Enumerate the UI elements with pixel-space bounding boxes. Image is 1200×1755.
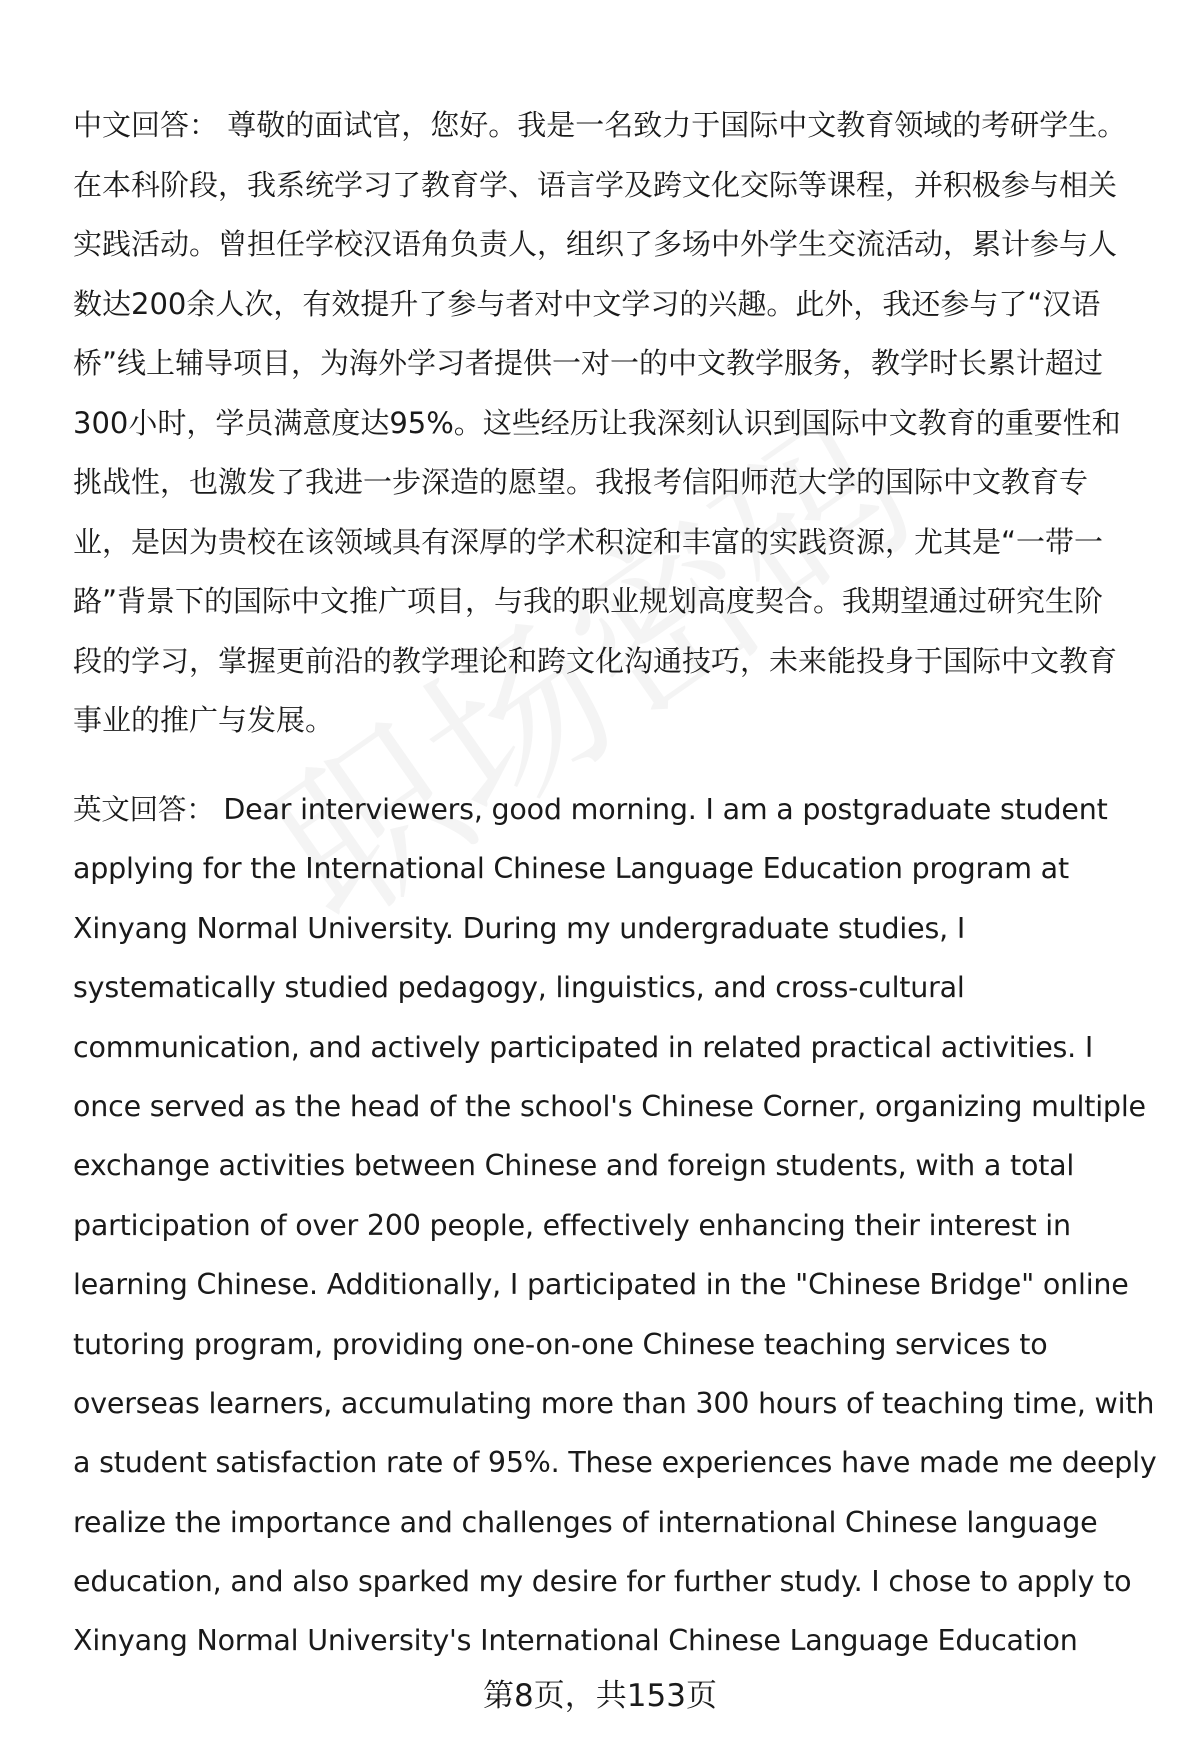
english-answer-line: 英文回答： Dear interviewers, good morning. I am a postgraduate student [73, 793, 1108, 826]
english-answer-line: systematically studied pedagogy, linguistics, and cross-cultural [73, 971, 965, 1005]
chinese-answer-line: 中文回答： 尊敬的面试官，您好。我是一名致力于国际中文教育领域的考研学生。 [73, 108, 1127, 142]
english-answer-line: Xinyang Normal University. During my undergraduate studies, I [73, 911, 966, 945]
english-answer-line: education, and also sparked my desire for further study. I chose to apply to [73, 1565, 1132, 1599]
english-answer-line: realize the importance and challenges of international Chinese language [73, 1505, 1098, 1539]
english-answer-line: learning Chinese. Additionally, I participated in the "Chinese Bridge" online [73, 1268, 1129, 1302]
chinese-answer-line: 段的学习，掌握更前沿的教学理论和跨文化沟通技巧，未来能投身于国际中文教育 [73, 643, 1118, 678]
chinese-answer-line: 在本科阶段，我系统学习了教育学、语言学及跨文化交际等课程，并积极参与相关 [73, 167, 1118, 202]
chinese-answer-line: 业，是因为贵校在该领域具有深厚的学术积淀和丰富的实践资源，尤其是“一带一 [73, 524, 1104, 559]
english-answer-line: overseas learners, accumulating more than 300 hours of teaching time, with [73, 1386, 1155, 1420]
english-answer-line: a student satisfaction rate of 95%. These experiences have made me deeply [73, 1446, 1157, 1480]
page-number-footer: 第8页，共153页 [483, 1678, 717, 1714]
chinese-answer-line: 实践活动。曾担任学校汉语角负责人，组织了多场中外学生交流活动，累计参与人 [73, 227, 1118, 261]
english-answer-line: participation of over 200 people, effectively enhancing their interest in [73, 1208, 1071, 1242]
english-answer-line: exchange activities between Chinese and foreign students, with a total [73, 1149, 1075, 1183]
english-answer-line: Xinyang Normal University's International Chinese Language Education [73, 1624, 1078, 1658]
english-answer-line: communication, and actively participated in related practical activities. I [73, 1030, 1094, 1064]
chinese-answer-line: 事业的推广与发展。 [73, 703, 335, 737]
english-answer-line: applying for the International Chinese Language Education program at [73, 852, 1069, 886]
chinese-answer-line: 数达200余人次，有效提升了参与者对中文学习的兴趣。此外，我还参与了“汉语 [73, 286, 1101, 321]
english-answer-line: once served as the head of the school's Chinese Corner, organizing multiple [73, 1089, 1146, 1123]
chinese-answer-line: 挑战性，也激发了我进一步深造的愿望。我报考信阳师范大学的国际中文教育专 [73, 465, 1089, 499]
chinese-answer-line: 300小时，学员满意度达95%。这些经历让我深刻认识到国际中文教育的重要性和 [73, 405, 1121, 440]
chinese-answer-line: 桥”线上辅导项目，为海外学习者提供一对一的中文教学服务，教学时长累计超过 [73, 346, 1104, 380]
english-answer-line: tutoring program, providing one-on-one Chinese teaching services to [73, 1327, 1048, 1361]
english-answer-section [73, 780, 1157, 1671]
chinese-answer-line: 路”背景下的国际中文推广项目，与我的职业规划高度契合。我期望通过研究生阶 [73, 584, 1104, 618]
chinese-answer-section [73, 96, 1153, 751]
